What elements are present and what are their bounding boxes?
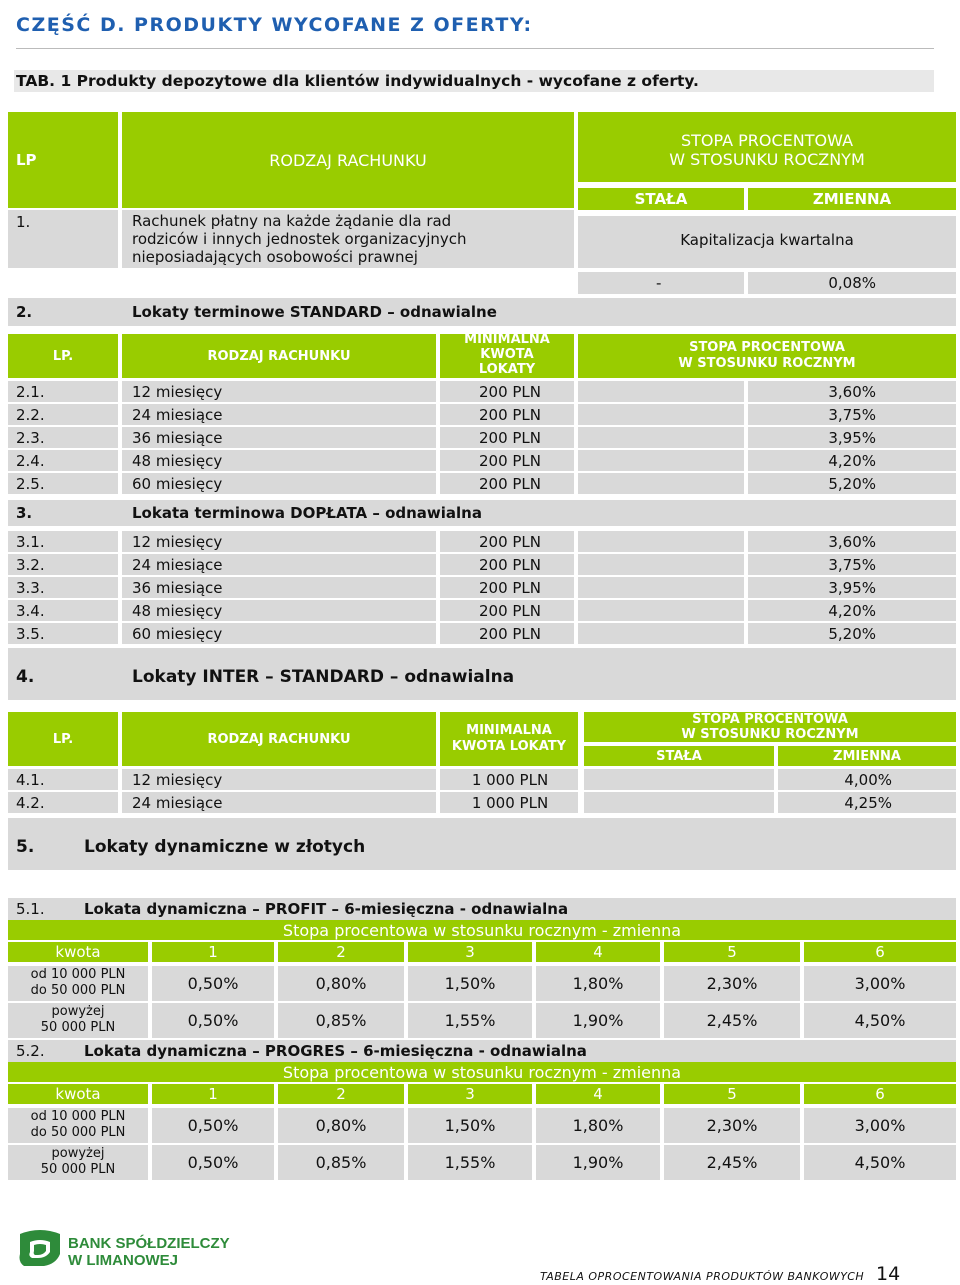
table-row-lp: 2.2. xyxy=(16,405,45,424)
row-cell-bg xyxy=(578,404,744,425)
bank-logo-icon xyxy=(16,1228,64,1268)
s4-title: Lokaty INTER – STANDARD – odnawialna xyxy=(132,667,515,687)
table-row-rate: 3,75% xyxy=(828,405,876,424)
s4-header-rodzaj: RODZAJ RACHUNKU xyxy=(207,731,351,747)
table-row-rate: 4,20% xyxy=(828,451,876,470)
dyn-header-month: 6 xyxy=(875,943,885,961)
t1-row1-zmienna: 0,08% xyxy=(828,274,876,292)
s4-header-min-l2: KWOTA LOKATY xyxy=(451,739,567,754)
dyn-header-month: 5 xyxy=(727,943,737,961)
t1-row1-lp: 1. xyxy=(16,213,31,231)
dyn-row-label-l1: powyżej xyxy=(51,1146,105,1161)
dyn-row-label xyxy=(8,1146,148,1178)
table-row-name: 24 miesiące xyxy=(132,555,223,574)
footer-caption: TABELA OPROCENTOWANIA PRODUKTÓW BANKOWYCH xyxy=(540,1270,865,1283)
table-row-name: 24 miesiące xyxy=(132,405,223,424)
table-row-lp: 2.1. xyxy=(16,382,45,401)
row-cell-bg xyxy=(584,769,774,790)
t1-row1-line3: nieposiadających osobowości prawnej xyxy=(132,248,418,266)
table-row-rate: 5,20% xyxy=(828,624,876,643)
bank-logo-text xyxy=(68,1235,230,1269)
dyn-row-label-l1: od 10 000 PLN xyxy=(30,967,126,982)
table-row-rate: 4,00% xyxy=(844,770,892,789)
table-row-rate: 3,95% xyxy=(828,428,876,447)
dyn-row-label xyxy=(8,1004,148,1036)
dyn-cell-rate: 1,55% xyxy=(444,1153,496,1172)
table-row-lp: 2.4. xyxy=(16,451,45,470)
dyn-cell-rate: 1,90% xyxy=(572,1011,624,1030)
dyn-header-month: 2 xyxy=(336,1085,346,1103)
dyn-cell-rate: 4,50% xyxy=(854,1011,906,1030)
t1-header-lp: LP xyxy=(16,151,37,169)
dyn-header-month: 3 xyxy=(465,1085,475,1103)
dyn-row-label-l2: do 50 000 PLN xyxy=(30,983,126,998)
table-row-name: 48 miesięcy xyxy=(132,601,223,620)
dyn-cell-rate: 0,50% xyxy=(187,1011,239,1030)
t1-row1-line1: Rachunek płatny na każde żądanie dla rad xyxy=(132,212,452,230)
dyn-cell-rate: 0,85% xyxy=(315,1153,367,1172)
dyn-cell-rate: 2,45% xyxy=(706,1153,758,1172)
dyn-lp: 5.2. xyxy=(16,1042,45,1060)
dyn-row-label-l2: do 50 000 PLN xyxy=(30,1125,126,1140)
table-row-min: 200 PLN xyxy=(478,428,542,447)
table-row-rate: 5,20% xyxy=(828,474,876,493)
table-row-min: 1 000 PLN xyxy=(471,770,549,789)
dyn-cell-rate: 3,00% xyxy=(854,1116,906,1135)
dyn-cell-rate: 3,00% xyxy=(854,974,906,993)
row-cell-bg xyxy=(578,600,744,621)
s5-title: Lokaty dynamiczne w złotych xyxy=(84,837,366,857)
table-row-name: 36 miesiące xyxy=(132,578,223,597)
dyn-cell-rate: 2,30% xyxy=(706,974,758,993)
table-row-lp: 2.3. xyxy=(16,428,45,447)
row-cell-bg xyxy=(578,554,744,575)
s2-header-min xyxy=(440,332,574,377)
s4-header-stopa-l1: STOPA PROCENTOWA xyxy=(692,712,848,727)
row-cell-bg xyxy=(578,577,744,598)
table-row-rate: 4,25% xyxy=(844,793,892,812)
s2-header-min-l3: LOKATY xyxy=(478,362,536,377)
dyn-cell-rate: 1,50% xyxy=(444,974,496,993)
s4-header-stopa-l2: W STOSUNKU ROCZNYM xyxy=(681,727,859,742)
row-cell-bg xyxy=(578,623,744,644)
table-row-min: 200 PLN xyxy=(478,624,542,643)
dyn-cell-rate: 0,50% xyxy=(187,1116,239,1135)
table-row-lp: 3.3. xyxy=(16,578,45,597)
s5-lp: 5. xyxy=(16,837,35,857)
s2-header-stopa-l2: W STOSUNKU ROCZNYM xyxy=(678,356,856,371)
table-title: TAB. 1 Produkty depozytowe dla klientów indywidualnych - wycofane z oferty. xyxy=(16,72,699,90)
table-row-rate: 3,60% xyxy=(828,382,876,401)
t1-row1-stala: - xyxy=(656,274,662,292)
table-row-lp: 3.5. xyxy=(16,624,45,643)
t1-row1-name xyxy=(132,212,467,266)
dyn-cell-rate: 0,50% xyxy=(187,1153,239,1172)
s4-lp: 4. xyxy=(16,667,35,687)
dyn-title: Lokata dynamiczna – PROGRES – 6-miesięczna - odnawialna xyxy=(84,1042,587,1060)
dyn-row-label-l2: 50 000 PLN xyxy=(40,1162,116,1177)
table-row-min: 200 PLN xyxy=(478,532,542,551)
s4-header-zmienna: ZMIENNA xyxy=(833,748,901,764)
t1-header-stopa-line1: STOPA PROCENTOWA xyxy=(680,130,854,150)
row-cell-bg xyxy=(578,531,744,552)
dyn-cell-rate: 0,50% xyxy=(187,974,239,993)
dyn-header-kwota: kwota xyxy=(55,1085,101,1103)
table-row-name: 60 miesięcy xyxy=(132,474,223,493)
row-cell-bg xyxy=(578,381,744,402)
table-row-name: 60 miesięcy xyxy=(132,624,223,643)
table-row-rate: 3,60% xyxy=(828,532,876,551)
table-row-name: 48 miesięcy xyxy=(132,451,223,470)
dyn-header-month: 1 xyxy=(208,943,218,961)
table-row-name: 12 miesięcy xyxy=(132,532,223,551)
dyn-header-month: 2 xyxy=(336,943,346,961)
table-row-min: 200 PLN xyxy=(478,578,542,597)
dyn-row-label-l1: od 10 000 PLN xyxy=(30,1109,126,1124)
dyn-row-label xyxy=(8,967,148,999)
dyn-cell-rate: 1,90% xyxy=(572,1153,624,1172)
table-row-lp: 3.4. xyxy=(16,601,45,620)
dyn-header-month: 6 xyxy=(875,1085,885,1103)
page-number: 14 xyxy=(876,1263,901,1285)
s2-title: Lokaty terminowe STANDARD – odnawialne xyxy=(132,303,497,321)
table-row-name: 24 miesiące xyxy=(132,793,223,812)
table-row-min: 200 PLN xyxy=(478,555,542,574)
dyn-header-month: 1 xyxy=(208,1085,218,1103)
table-row-lp: 4.1. xyxy=(16,770,45,789)
dyn-row-label-l1: powyżej xyxy=(51,1004,105,1019)
table-row-min: 200 PLN xyxy=(478,405,542,424)
s2-header-min-l1: MINIMALNA xyxy=(464,332,550,347)
s2-header-lp: LP. xyxy=(52,348,74,364)
dyn-banner: Stopa procentowa w stosunku rocznym - zmienna xyxy=(282,1062,682,1082)
s3-title: Lokata terminowa DOPŁATA – odnawialna xyxy=(132,504,482,522)
bank-logo-line1: BANK SPÓŁDZIELCZY xyxy=(68,1235,230,1252)
t1-header-rodzaj: RODZAJ RACHUNKU xyxy=(269,150,427,170)
s2-lp: 2. xyxy=(16,303,33,321)
table-row-lp: 3.2. xyxy=(16,555,45,574)
dyn-cell-rate: 0,80% xyxy=(315,974,367,993)
dyn-cell-rate: 2,45% xyxy=(706,1011,758,1030)
dyn-cell-rate: 2,30% xyxy=(706,1116,758,1135)
t1-header-zmienna: ZMIENNA xyxy=(812,190,892,208)
table-row-name: 12 miesięcy xyxy=(132,770,223,789)
row-cell-bg xyxy=(578,473,744,494)
table-row-lp: 3.1. xyxy=(16,532,45,551)
dyn-cell-rate: 0,80% xyxy=(315,1116,367,1135)
table-row-rate: 3,75% xyxy=(828,555,876,574)
dyn-row-label xyxy=(8,1109,148,1141)
table-row-min: 200 PLN xyxy=(478,474,542,493)
table-row-rate: 4,20% xyxy=(828,601,876,620)
dyn-cell-rate: 1,55% xyxy=(444,1011,496,1030)
t1-header-stala: STAŁA xyxy=(634,190,688,208)
row-cell-bg xyxy=(578,427,744,448)
s2-header-stopa-l1: STOPA PROCENTOWA xyxy=(689,340,845,355)
s4-header-min xyxy=(440,723,578,755)
table-row-name: 36 miesiące xyxy=(132,428,223,447)
row-cell-bg xyxy=(584,792,774,813)
dyn-cell-rate: 1,80% xyxy=(572,974,624,993)
dyn-lp: 5.1. xyxy=(16,900,45,918)
dyn-cell-rate: 0,85% xyxy=(315,1011,367,1030)
dyn-row-label-l2: 50 000 PLN xyxy=(40,1020,116,1035)
t1-header-stopa-line2: W STOSUNKU ROCZNYM xyxy=(669,149,865,169)
s3-lp: 3. xyxy=(16,504,33,522)
dyn-header-month: 5 xyxy=(727,1085,737,1103)
table-row-min: 1 000 PLN xyxy=(471,793,549,812)
dyn-banner: Stopa procentowa w stosunku rocznym - zmienna xyxy=(282,920,682,940)
table-row-rate: 3,95% xyxy=(828,578,876,597)
bank-logo-line2: W LIMANOWEJ xyxy=(68,1252,178,1269)
dyn-title: Lokata dynamiczna – PROFIT – 6-miesięczna - odnawialna xyxy=(84,900,569,918)
t1-row1-line2: rodziców i innych jednostek organizacyjnych xyxy=(132,230,467,248)
row-cell-bg xyxy=(578,450,744,471)
s2-header-rodzaj: RODZAJ RACHUNKU xyxy=(207,348,351,364)
table-row-min: 200 PLN xyxy=(478,382,542,401)
dyn-header-month: 3 xyxy=(465,943,475,961)
table-row-lp: 4.2. xyxy=(16,793,45,812)
dyn-cell-rate: 4,50% xyxy=(854,1153,906,1172)
dyn-cell-rate: 1,50% xyxy=(444,1116,496,1135)
table-row-name: 12 miesięcy xyxy=(132,382,223,401)
s2-header-min-l2: KWOTA xyxy=(480,347,534,362)
t1-kapitalizacja: Kapitalizacja kwartalna xyxy=(680,231,854,249)
table-row-min: 200 PLN xyxy=(478,601,542,620)
table-row-lp: 2.5. xyxy=(16,474,45,493)
table-row-min: 200 PLN xyxy=(478,451,542,470)
divider xyxy=(16,48,934,49)
dyn-header-kwota: kwota xyxy=(55,943,101,961)
dyn-header-month: 4 xyxy=(593,943,603,961)
s4-header-stopa xyxy=(584,712,956,742)
page-heading: CZĘŚĆ D. PRODUKTY WYCOFANE Z OFERTY: xyxy=(16,14,533,36)
s4-header-stala: STAŁA xyxy=(656,748,702,764)
s4-header-min-l1: MINIMALNA xyxy=(466,723,552,738)
dyn-cell-rate: 1,80% xyxy=(572,1116,624,1135)
s2-header-stopa xyxy=(578,340,956,372)
dyn-header-month: 4 xyxy=(593,1085,603,1103)
s4-header-lp: LP. xyxy=(52,731,74,747)
